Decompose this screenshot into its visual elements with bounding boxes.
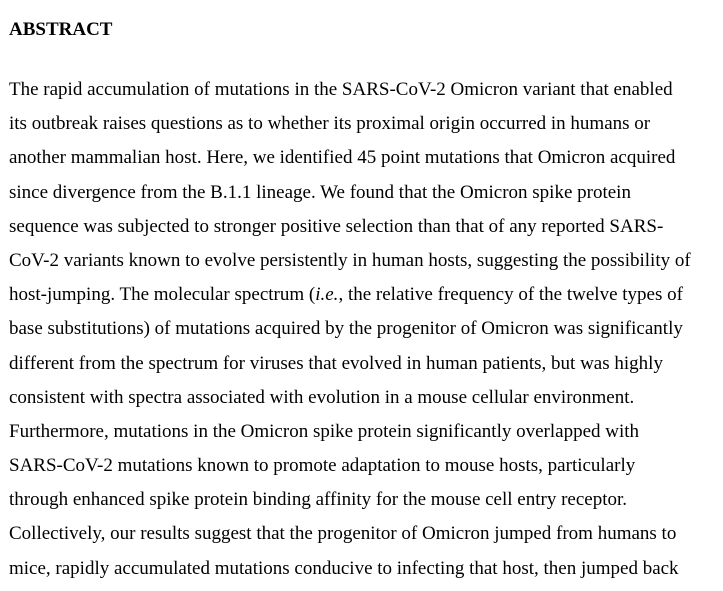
abstract-line: CoV-2 variants known to evolve persistently in human hosts, suggesting the possibility of	[9, 249, 691, 271]
abstract-line: Furthermore, mutations in the Omicron spike protein significantly overlapped with	[9, 420, 640, 442]
abstract-line: different from the spectrum for viruses that evolved in human patients, but was highly	[9, 352, 663, 374]
abstract-italic-text: i.e.	[315, 284, 339, 306]
abstract-line: consistent with spectra associated with evolution in a mouse cellular environment.	[9, 386, 635, 408]
abstract-line: through enhanced spike protein binding affinity for the mouse cell entry receptor.	[9, 489, 628, 511]
abstract-line-segment: host-jumping. The molecular spectrum (	[9, 284, 316, 306]
abstract-line: its outbreak raises questions as to whether its proximal origin occurred in humans or	[9, 113, 651, 135]
abstract-line: mice, rapidly accumulated mutations conducive to infecting that host, then jumped back	[9, 557, 679, 579]
abstract-line	[9, 278, 723, 312]
abstract-line: The rapid accumulation of mutations in the SARS-CoV-2 Omicron variant that enabled	[9, 79, 673, 100]
abstract-line: since divergence from the B.1.1 lineage. We found that the Omicron spike protein	[9, 181, 631, 203]
abstract-body	[9, 73, 723, 586]
abstract-line: sequence was subjected to stronger positive selection than that of any reported SARS-	[9, 215, 664, 237]
abstract-line: base substitutions) of mutations acquired by the progenitor of Omicron was significantly	[9, 318, 683, 340]
abstract-line-segment: , the relative frequency of the twelve types of	[338, 284, 683, 306]
abstract-line: Collectively, our results suggest that the progenitor of Omicron jumped from humans to	[9, 523, 677, 545]
abstract-heading: ABSTRACT	[9, 19, 113, 40]
abstract-line: another mammalian host. Here, we identified 45 point mutations that Omicron acquired	[9, 147, 676, 169]
abstract-line: SARS-CoV-2 mutations known to promote adaptation to mouse hosts, particularly	[9, 455, 636, 477]
